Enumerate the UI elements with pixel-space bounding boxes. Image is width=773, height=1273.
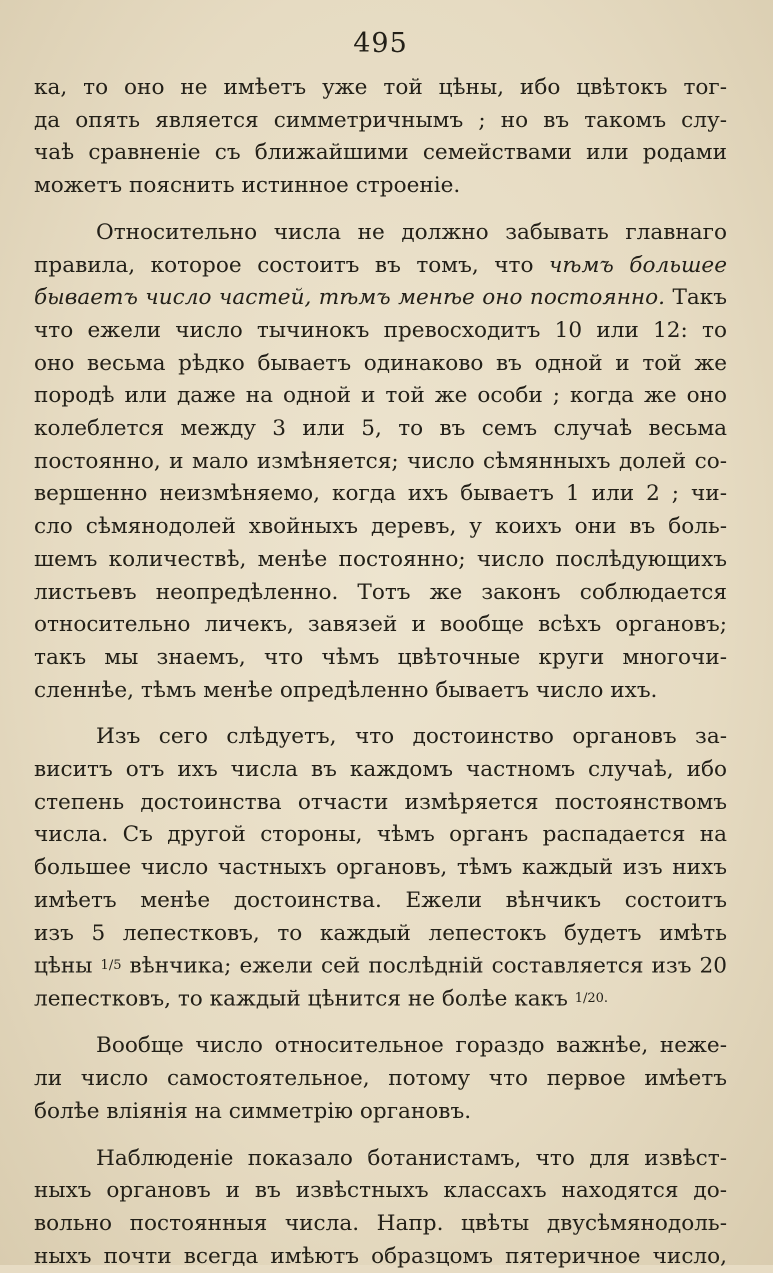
text-line: лепестковъ, то каждый цѣнится не болѣе какъ 1/20.: [34, 986, 609, 1012]
text-line: чаѣ сравненіе съ ближайшими семействами или родами: [34, 140, 727, 166]
text-line: правила, которое состоитъ въ томъ, что чѣмъ большее: [34, 252, 727, 278]
text-line: Наблюденіе показало ботанистамъ, что для извѣст-: [96, 1145, 727, 1171]
text-line: Вообще число относительное гораздо важнѣе, неже-: [96, 1033, 727, 1059]
text-line: что ежели число тычинокъ превосходитъ 10 или 12: то: [34, 317, 727, 343]
paragraph-4: [34, 1030, 727, 1128]
text-line: ка, то оно не имѣетъ уже той цѣны, ибо цвѣтокъ тог-: [34, 75, 727, 100]
text-line: болѣе вліянія на симметрію органовъ.: [34, 1098, 472, 1124]
text-line: ныхъ почти всегда имѣютъ образцомъ пятеричное число,: [34, 1243, 727, 1269]
text-line: да опять является симметричнымъ ; но въ такомъ слу-: [34, 107, 727, 133]
paragraph-5: [34, 1143, 727, 1273]
text-line: постоянно, и мало измѣняется; число сѣмянныхъ долей со-: [34, 448, 727, 474]
text-line: ли число самостоятельное, потому что первое имѣетъ: [34, 1066, 727, 1092]
text-line: виситъ отъ ихъ числа въ каждомъ частномъ случаѣ, ибо: [34, 757, 727, 783]
text-line: Изъ сего слѣдуетъ, что достоинство органовъ за-: [96, 724, 727, 750]
text-line: можетъ пояснить истинное строеніе.: [34, 173, 461, 199]
text-line: числа. Съ другой стороны, чѣмъ органъ распадается на: [34, 822, 727, 848]
text-line: имѣетъ менѣе достоинства. Ежели вѣнчикъ состоитъ: [34, 887, 727, 913]
fraction: 1/20.: [574, 991, 609, 1007]
paragraph-1: [34, 72, 727, 203]
italic-emphasis: бываетъ число частей, тѣмъ менѣе оно постоянно.: [34, 285, 666, 311]
text-line: большее число частныхъ органовъ, тѣмъ каждый изъ нихъ: [34, 855, 727, 881]
text-line: вольно постоянныя числа. Напр. цвѣты двусѣмянодоль-: [34, 1210, 727, 1236]
text-line: шемъ количествѣ, менѣе постоянно; число послѣдующихъ: [34, 546, 727, 572]
text-line: колеблется между 3 или 5, то въ семъ случаѣ весьма: [34, 416, 727, 442]
text-line: изъ 5 лепестковъ, то каждый лепестокъ будетъ имѣть: [34, 920, 727, 946]
text-line: листьевъ неопредѣленно. Тотъ же законъ соблюдается: [34, 579, 727, 605]
text-line: вершенно неизмѣняемо, когда ихъ бываетъ 1 или 2 ; чи-: [34, 481, 727, 507]
text-line: ныхъ органовъ и въ извѣстныхъ классахъ находятся до-: [34, 1178, 727, 1204]
text-line: породѣ или даже на одной и той же особи ; когда же оно: [34, 383, 727, 409]
text-line: Относительно числа не должно забывать главнаго: [96, 219, 727, 245]
text-line: сло сѣмянодолей хвойныхъ деревъ, у коихъ они въ боль-: [34, 514, 727, 540]
text-line: оно весьма рѣдко бываетъ одинаково въ одной и той же: [34, 350, 727, 376]
paragraph-3: [34, 721, 727, 1016]
fraction: 1/5: [100, 958, 122, 974]
text-line: относительно личекъ, завязей и вообще всѣхъ органовъ;: [34, 612, 727, 638]
text-line: бываетъ число частей, тѣмъ менѣе оно постоянно. Такъ: [34, 285, 727, 311]
page-number: 495: [353, 28, 408, 59]
paragraph-2: [34, 217, 727, 708]
text-line: такъ мы знаемъ, что чѣмъ цвѣточные круги многочи-: [34, 644, 727, 670]
text-line: сленнѣе, тѣмъ менѣе опредѣленно бываетъ число ихъ.: [34, 677, 658, 703]
italic-emphasis: чѣмъ большее: [548, 252, 727, 278]
text-line: степень достоинства отчасти измѣряется постоянствомъ: [34, 789, 727, 815]
text-line: цѣны 1/5 вѣнчика; ежели сей послѣдній составляется изъ 20: [34, 953, 727, 979]
